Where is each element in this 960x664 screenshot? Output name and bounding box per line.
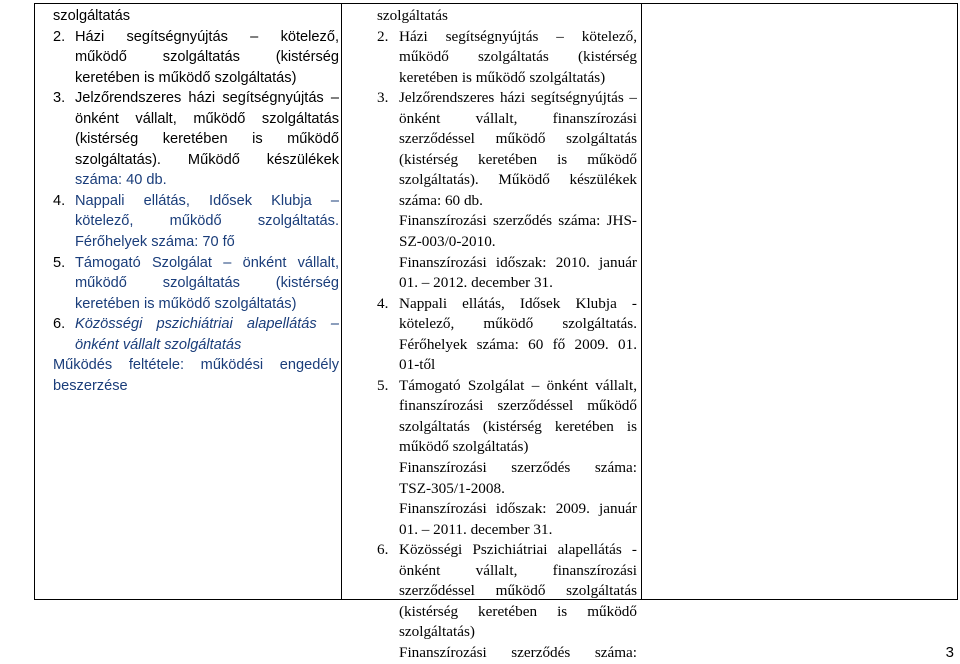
text-line [53,376,339,397]
text-line [377,581,637,602]
text-line [377,68,637,89]
line-text: Működés feltétele: működési engedély [53,357,339,374]
text-line [377,170,637,191]
text-line [377,27,637,48]
text-line [377,191,637,212]
line-text: működő szolgáltatás (kistérség [75,49,339,66]
text-line [377,88,637,109]
right-column-text [377,6,637,664]
list-number: 6. [377,541,389,559]
line-text: Házi segítségnyújtás – kötelező, [399,27,637,45]
line-text: működő szolgáltatás) [399,438,529,456]
text-line [53,211,339,232]
line-text: száma: 60 db. [399,191,483,209]
line-text: szolgáltatás [377,7,448,24]
text-line [377,437,637,458]
list-number: 4. [377,294,389,312]
text-line [377,150,637,171]
list-number: 6. [53,316,66,333]
text-line [377,232,637,253]
list-number: 2. [377,27,389,45]
line-text: SZ-003/0-2010. [399,233,496,251]
text-line [53,47,339,68]
text-line [53,109,339,130]
text-line [53,273,339,294]
line-text: Finanszírozási szerződés száma: [399,643,637,661]
line-text: kötelező, működő szolgáltatás. [75,213,339,230]
text-line [377,294,637,315]
text-line [377,520,637,541]
column-divider-2 [641,4,642,599]
text-line [53,191,339,212]
line-text: szerződéssel működő szolgáltatás [399,130,637,148]
line-text: szolgáltatás). Működő készülékek [75,151,339,168]
text-line [53,170,339,191]
text-line [377,458,637,479]
line-text: Férőhelyek száma: 70 fő [75,234,235,251]
list-number: 3. [377,89,389,107]
page-number: 3 [945,644,954,661]
line-text: szerződéssel működő szolgáltatás [399,582,637,600]
line-text: (kistérség keretében is működő [75,131,339,148]
line-text: Támogató Szolgálat – önként vállalt, [75,254,339,271]
line-text: (kistérség keretében is működő [399,150,637,168]
line-text: Házi segítségnyújtás – kötelező, [75,28,339,45]
list-number: 3. [53,90,66,107]
text-line [53,68,339,89]
list-number: 2. [53,28,66,45]
text-line [377,479,637,500]
line-text: Finanszírozási szerződés száma: [399,459,637,477]
list-number: 5. [53,254,66,271]
line-text: keretében is működő szolgáltatás) [75,69,297,86]
text-line [377,335,637,356]
text-line [377,561,637,582]
text-line [377,540,637,561]
line-text: szolgáltatás (kistérség keretében is [399,417,637,435]
line-text: Nappali ellátás, Idősek Klubja - [399,294,637,312]
line-text: (kistérség keretében is működő [399,602,637,620]
line-text: Finanszírozási időszak: 2010. január [399,253,637,271]
text-line [377,499,637,520]
line-text: beszerzése [53,377,128,394]
list-number: 4. [53,192,66,209]
text-line [53,335,339,356]
column-divider-1 [341,4,342,599]
text-line [377,396,637,417]
text-line [377,643,637,664]
comparison-table [34,3,958,661]
text-line [53,129,339,150]
line-text: keretében is működő szolgáltatás) [75,295,297,312]
text-line [53,6,339,27]
text-line [377,273,637,294]
text-line [53,232,339,253]
line-text: önként vállalt, finanszírozási [399,561,637,579]
text-line [377,47,637,68]
text-line [377,314,637,335]
line-text: működő szolgáltatás (kistérség [75,275,339,292]
line-text: 01. – 2011. december 31. [399,520,553,538]
text-line [53,27,339,48]
line-text: szolgáltatás) [399,623,475,641]
line-text: száma: 40 db. [75,172,167,189]
line-text: önként vállalt szolgáltatás [75,336,242,353]
line-text: Jelzőrendszeres házi segítségnyújtás – [399,89,637,107]
line-text: Férőhelyek száma: 60 fő 2009. 01. [399,335,637,353]
line-text: Közösségi pszichiátriai alapellátás – [75,316,339,333]
text-line [53,150,339,171]
text-line [377,6,637,27]
text-line [377,602,637,623]
line-text: önként vállalt, finanszírozási [399,109,637,127]
text-line [53,314,339,335]
line-text: Finanszírozási szerződés száma: JHS- [399,212,637,230]
line-text: Támogató Szolgálat – önként vállalt, [399,376,637,394]
line-text: Nappali ellátás, Idősek Klubja – [75,192,339,209]
text-line [377,376,637,397]
text-line [377,211,637,232]
line-text: keretében is működő szolgáltatás) [399,68,606,86]
text-line [53,355,339,376]
line-text: Jelzőrendszeres házi segítségnyújtás – [75,90,339,107]
text-line [377,355,637,376]
line-text: finanszírozási szerződéssel működő [399,397,637,415]
line-text: működő szolgáltatás (kistérség [399,48,637,66]
text-line [53,88,339,109]
left-column-text [53,6,339,396]
line-text: 01-től [399,356,436,374]
text-line [53,294,339,315]
line-text: szolgáltatás [53,8,131,24]
line-text: szolgáltatás). Működő készülékek [399,171,637,189]
text-line [53,253,339,274]
line-text: kötelező, működő szolgáltatás. [399,315,637,333]
line-text: önként vállalt, működő szolgáltatás [75,110,339,127]
line-text: Közösségi Pszichiátriai alapellátás - [399,541,637,559]
line-text: Finanszírozási időszak: 2009. január [399,500,637,518]
text-line [377,109,637,130]
text-line [377,622,637,643]
text-line [377,129,637,150]
list-number: 5. [377,376,389,394]
text-line [377,253,637,274]
text-line [377,417,637,438]
line-text: 01. – 2012. december 31. [399,274,553,292]
line-text: TSZ-305/1-2008. [399,479,505,497]
